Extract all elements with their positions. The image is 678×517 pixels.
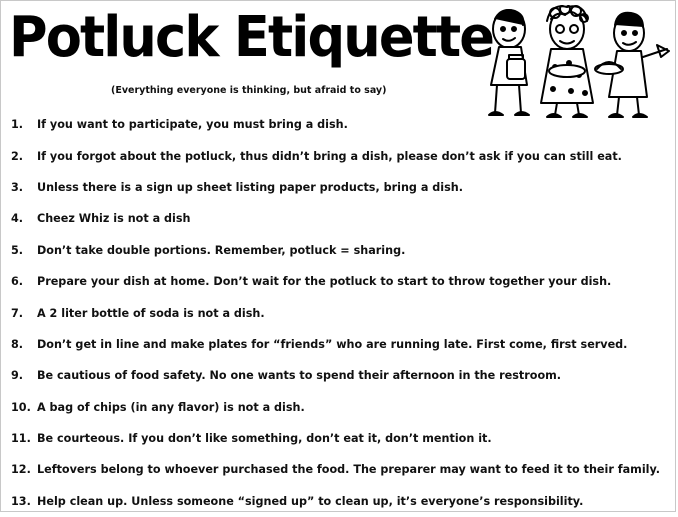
rule-text: Be cautious of food safety. No one wants to spend their afternoon in the restroom. [37,369,562,383]
rule-number: 9. [11,369,24,383]
list-item [11,109,671,140]
rule-text: Help clean up. Unless someone “signed up” to clean up, it’s everyone’s responsibility. [37,494,584,508]
page-subtitle: (Everything everyone is thinking, but afraid to say) [111,85,387,96]
list-item [11,203,671,234]
rule-text: If you forgot about the potluck, thus didn’t bring a dish, please don’t ask if you can still eat. [37,149,622,163]
rule-number: 7. [11,306,24,320]
rule-number: 8. [11,337,24,351]
list-item [11,486,671,517]
rule-text: Be courteous. If you don’t like something, don’t eat it, don’t mention it. [37,432,492,446]
rule-text: Leftovers belong to whoever purchased the food. The preparer may want to feed it to their family. [37,463,661,477]
rule-number: 2. [11,149,24,163]
cartoon-people-holding-food-icon [481,5,673,125]
list-item [11,392,671,423]
rule-number: 11. [11,432,31,446]
rule-text: If you want to participate, you must bring a dish. [37,118,348,132]
rule-text: Unless there is a sign up sheet listing paper products, bring a dish. [37,180,463,194]
rule-number: 1. [11,118,24,132]
etiquette-rules-list [11,109,671,517]
list-item [11,140,671,171]
rule-number: 3. [11,180,24,194]
rule-text: A 2 liter bottle of soda is not a dish. [37,306,265,320]
list-item [11,297,671,328]
rule-number: 12. [11,463,31,477]
page-title: Potluck Etiquette [9,5,494,70]
rule-text: Prepare your dish at home. Don’t wait for the potluck to start to throw together your dish. [37,275,612,289]
rule-number: 4. [11,212,24,226]
rule-number: 13. [11,494,31,508]
rule-number: 5. [11,243,24,257]
rule-text: Don’t take double portions. Remember, potluck = sharing. [37,243,406,257]
list-item [11,266,671,297]
list-item [11,360,671,391]
list-item [11,235,671,266]
rule-number: 6. [11,275,24,289]
list-item [11,454,671,485]
list-item [11,423,671,454]
rule-text: A bag of chips (in any flavor) is not a dish. [37,400,305,414]
list-item [11,172,671,203]
rule-number: 10. [11,400,31,414]
list-item [11,329,671,360]
rule-text: Don’t get in line and make plates for “friends” who are running late. First come, first served. [37,337,628,351]
rule-text: Cheez Whiz is not a dish [37,212,191,226]
